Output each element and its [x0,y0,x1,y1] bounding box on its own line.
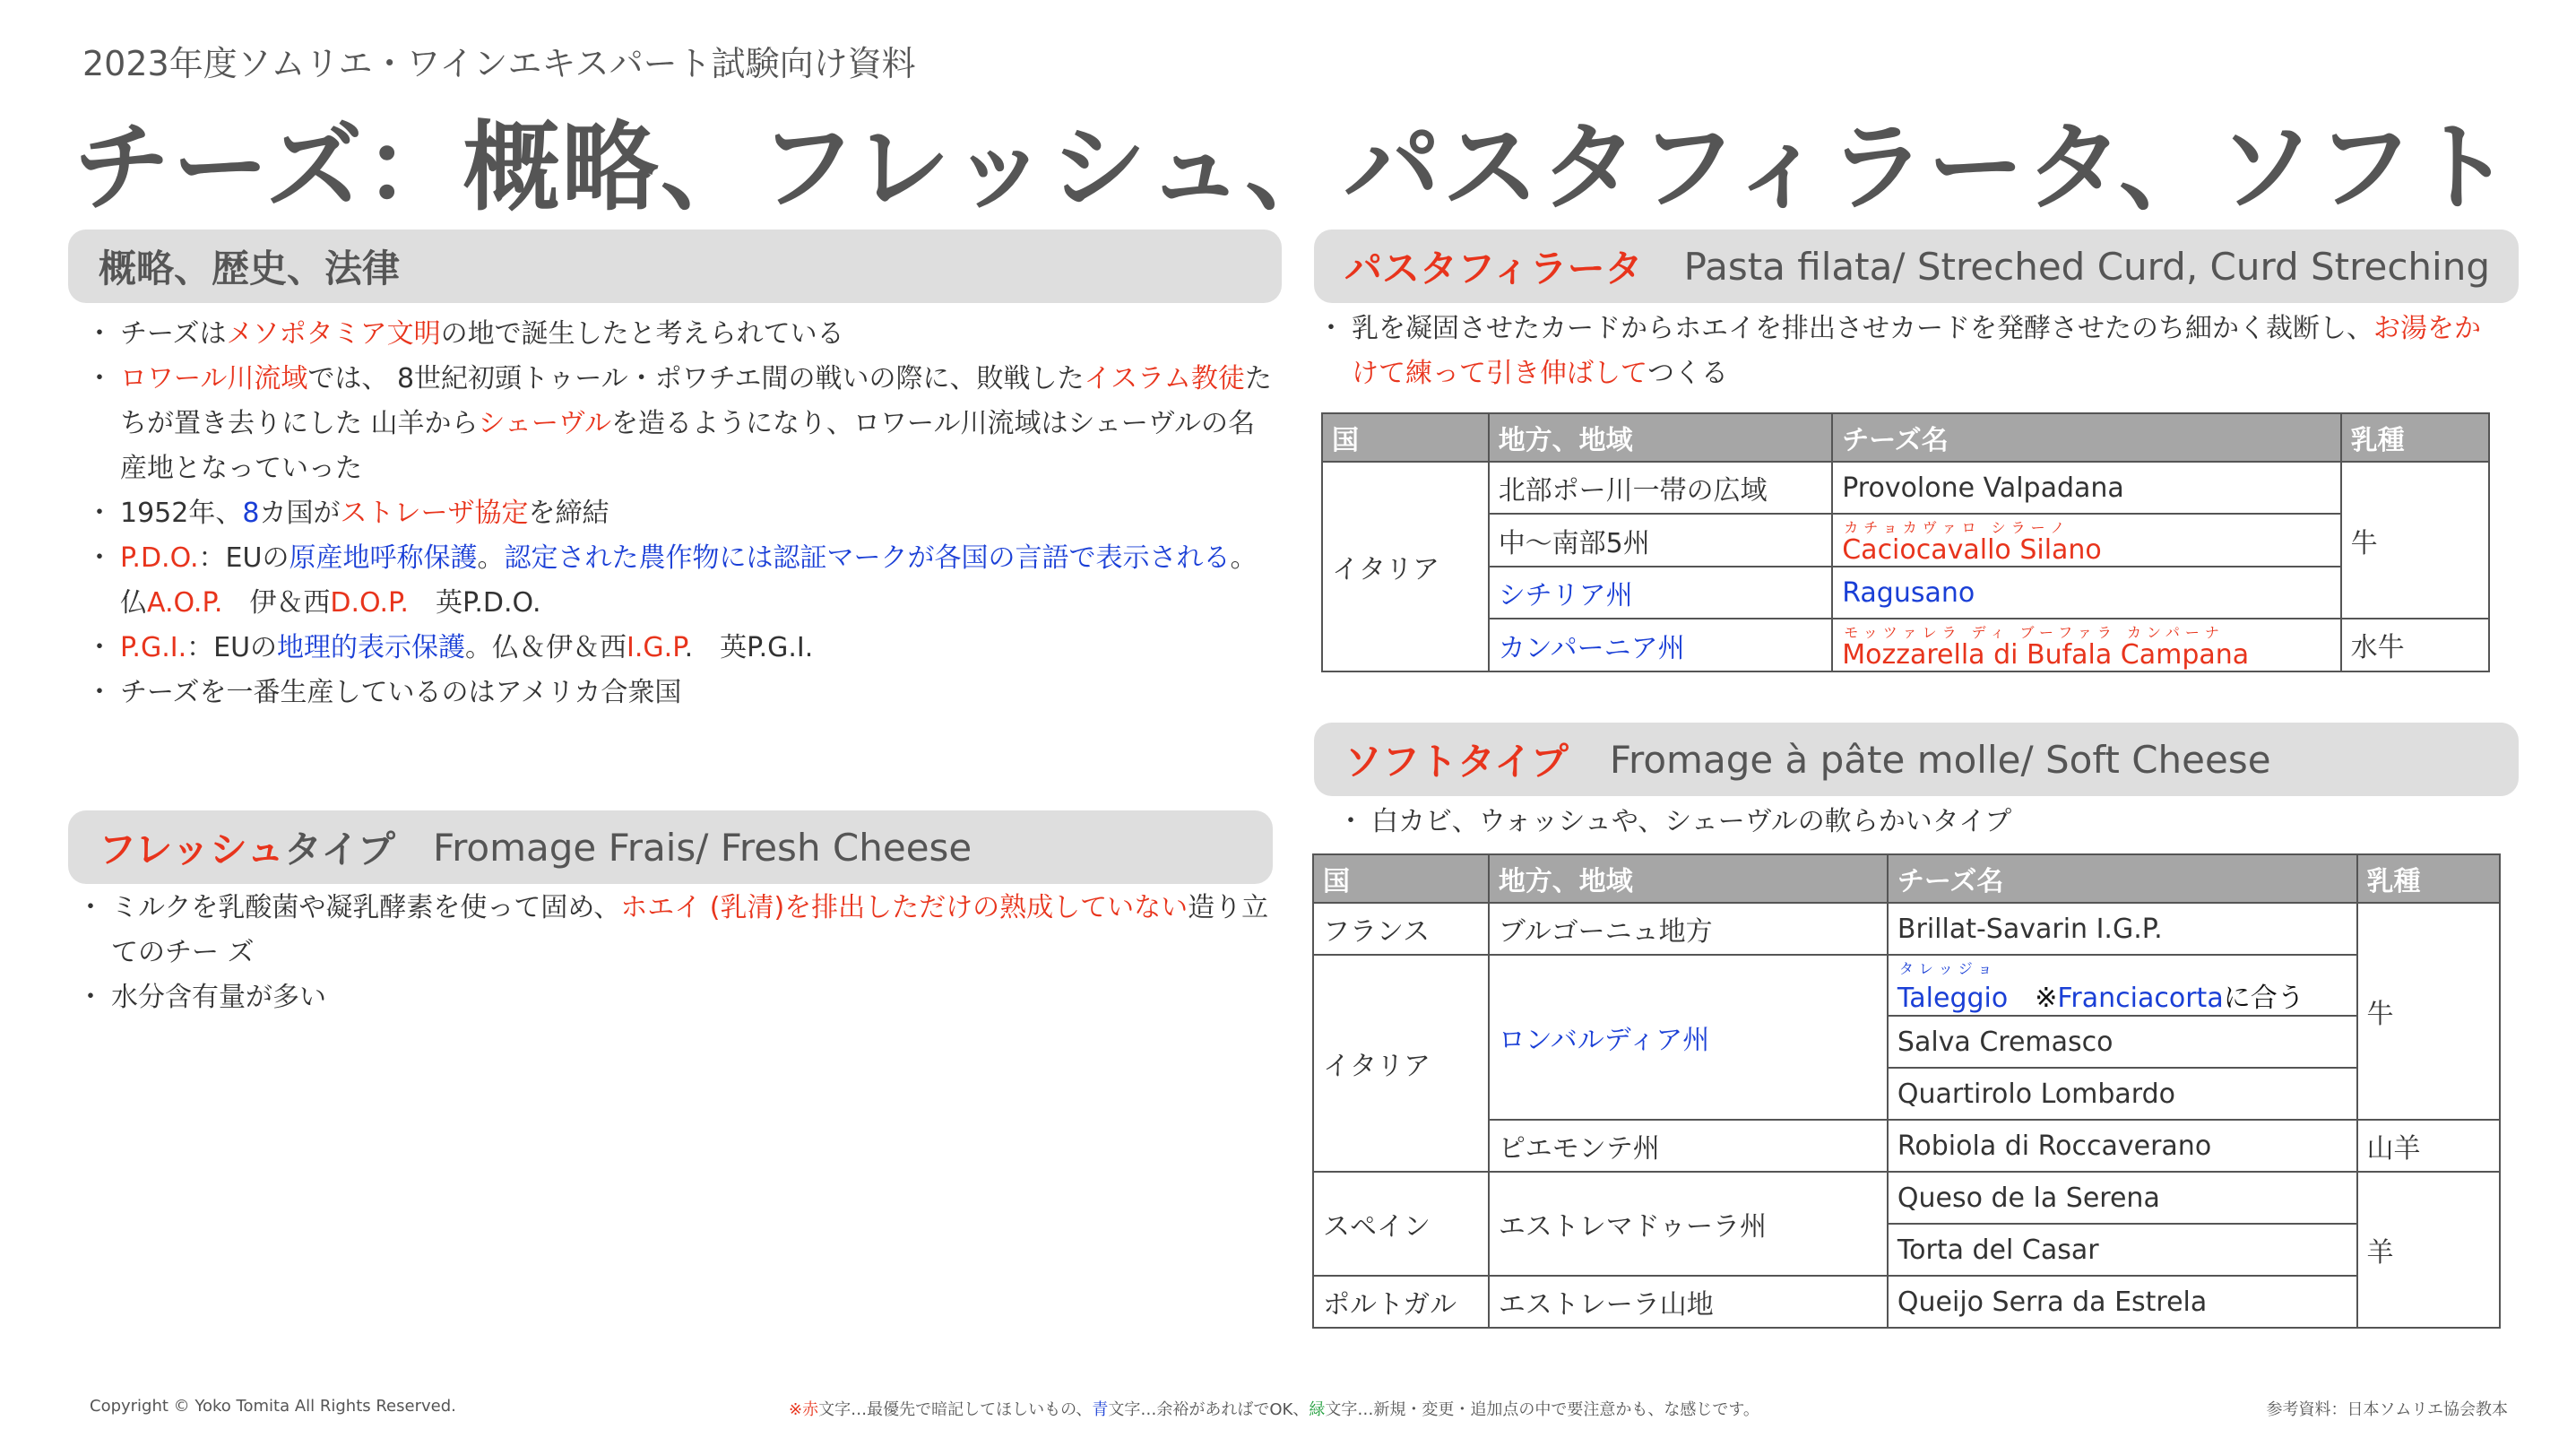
table-row: カンパーニア州 モッツァレラ ディ ブーファラ カンパーナ Mozzarella di Bufala Campana 水牛 [1322,619,2489,671]
table-row: 中〜南部5州 カチョカヴァロ シラーノ Caciocavallo Silano [1322,514,2489,567]
milk-type-cell: 牛 [2357,903,2500,1120]
country-cell: イタリア [1322,462,1489,671]
chevre-highlight: シェーヴル [478,408,612,439]
fresh-bullet-moisture: ・ 水分含有量が多い [77,975,1269,1020]
pronunciation-ruby: モッツァレラ ディ ブーファラ カンパーナ [1844,624,2225,641]
overview-header [68,230,1282,303]
milk-type-cell: 水牛 [2341,619,2489,671]
page-title: チーズ：概略、フレッシュ、パスタフィラータ、ソフト [73,112,2513,224]
reference-note: 参考資料：日本ソムリエ協会教本 [2266,1400,2508,1419]
pasta-filata-bullets [1318,307,2492,396]
pasta-filata-bullet-method: ・ 乳を凝固させたカードからホエイを排出させカードを発酵させたのち細かく裁断し、お湯をかけて練って引き伸ばしてつくる [1318,307,2492,396]
soft-table [1312,853,2501,1329]
pasta-filata-table [1321,412,2490,672]
table-row: Salva Cremasco [1313,1016,2500,1068]
stretch-highlight: お湯をかけて練って引き伸ばして [1352,313,2481,389]
loire-highlight: ロワール川流域 [120,363,308,394]
table-row: シチリア州 Ragusano [1322,567,2489,619]
table-row: ピエモンテ州 Robiola di Roccaverano 山羊 [1313,1120,2500,1172]
soft-bullets [1337,800,2494,845]
table-row: Torta del Casar [1313,1224,2500,1276]
table-row: イタリア ロンバルディア州 タレッジョ Taleggio ※Franciacortaに合う [1313,955,2500,1016]
overview-bullet-pgi: ・ P.G.I.：EUの地理的表示保護。仏＆伊＆西I.G.P. 英P.G.I. [86,626,1278,671]
fresh-bullets [77,886,1269,1020]
overview-bullet-pdo: ・ P.D.O.：EUの原産地呼称保護。認定された農作物には認証マークが各国の言語で表示される。 仏A.O.P. 伊＆西D.O.P. 英P.D.O. [86,536,1278,626]
overview-bullet-usa: ・ チーズを一番生産しているのはアメリカ合衆国 [86,671,1278,715]
pasta-filata-header: パスタフィラータ Pasta filata/ Streched Curd, Curd Streching [1314,230,2519,303]
pronunciation-ruby: カチョカヴァロ シラーノ [1844,519,2070,536]
fresh-bullet-definition: ・ ミルクを乳酸菌や凝乳酵素を使って固め、ホエイ (乳清)を排出しただけの熟成していない造り立てのチー ズ [77,886,1269,975]
overview-header-label: 概略、歴史、法律 [99,247,401,290]
milk-type-cell: 牛 [2341,462,2489,619]
soft-bullet-types: ・ 白カビ、ウォッシュや、シェーヴルの軟らかいタイプ [1337,800,2494,845]
document-subtitle: 2023年度ソムリエ・ワインエキスパート試験向け資料 [82,44,916,83]
table-header-row: 国 地方、地域 チーズ名 乳種 [1322,413,2489,462]
soft-header: ソフトタイプ Fromage à pâte molle/ Soft Cheese [1314,723,2519,796]
table-header-row: 国 地方、地域 チーズ名 乳種 [1313,854,2500,903]
milk-type-cell: 山羊 [2357,1120,2500,1172]
copyright: Copyright © Yoko Tomita All Rights Reserved. [90,1397,456,1416]
overview-bullet-stresa: ・ 1952年、8カ国がストレーザ協定を締結 [86,491,1278,536]
milk-type-cell: 羊 [2357,1172,2500,1328]
color-legend: ※赤文字…最優先で暗記してほしいもの、青文字…余裕があればでOK、緑文字…新規・変更・追加点の中で要注意かも、な感じです。 [789,1400,1759,1419]
overview-bullet-origin: ・ チーズはメソポタミア文明の地で誕生したと考えられている [86,312,1278,357]
pronunciation-ruby: タレッジョ [1898,960,1998,977]
table-row: スペイン エストレマドゥーラ州 Queso de la Serena 羊 [1313,1172,2500,1224]
mesopotamia-highlight: メソポタミア文明 [226,318,441,350]
overview-bullet-loire: ・ ロワール川流域では、 8世紀初頭トゥール・ポワチエ間の戦いの際に、敗戦したイスラム教徒たちが置き去りにした 山羊からシェーヴルを造るようになり、ロワール川流域はシェーヴルの名産地となっていった [86,357,1278,491]
stresa-highlight: ストレーザ協定 [340,498,529,529]
table-row: ポルトガル エストレーラ山地 Queijo Serra da Estrela [1313,1276,2500,1328]
table-row: イタリア 北部ポー川一帯の広域 Provolone Valpadana 牛 [1322,462,2489,514]
muslims-highlight: イスラム教徒 [1084,363,1245,394]
table-row: Quartirolo Lombardo [1313,1068,2500,1120]
table-row: フランス ブルゴーニュ地方 Brillat-Savarin I.G.P. 牛 [1313,903,2500,955]
whey-highlight: ホエイ (乳清)を排出しただけの熟成していない [620,892,1189,923]
overview-bullets [86,312,1278,715]
fresh-header: フレッシュ タイプ Fromage Frais/ Fresh Cheese [68,810,1273,884]
